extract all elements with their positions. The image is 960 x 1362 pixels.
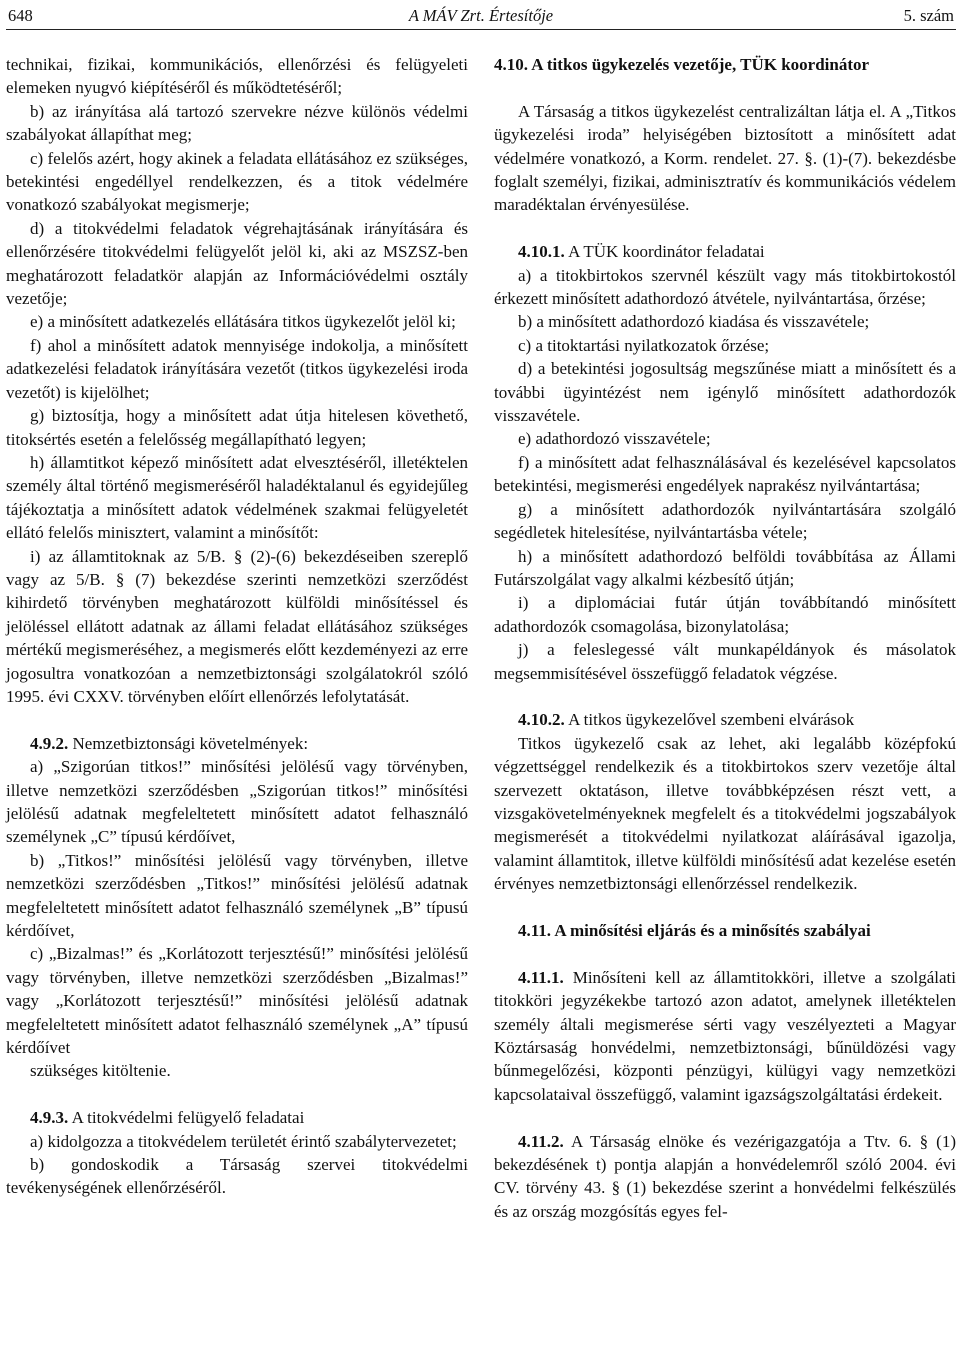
numbered-paragraph — [494, 966, 956, 1106]
paragraph: d) a titokvédelmi feladatok végrehajtásának irányítására és ellenőrzésére titokvédelmi felügyelőt jelöl ki, aki az MSZSZ-ben meghatározott feladatkör alapján az Információvédelmi osztály vezetője; — [6, 218, 468, 309]
numbered-paragraph — [494, 240, 956, 263]
paragraph: j) a feleslegessé vált munkapéldányok és másolatok megsemmisítésével összefüggő feladatok végzése. — [494, 640, 956, 683]
paragraph-number: 4.10.1. — [518, 242, 565, 262]
paragraph-text: A titkos ügykezelővel szembeni elvárások — [568, 710, 855, 730]
section-heading: 4.11. A minősítési eljárás és a minősítés szabályai — [518, 920, 871, 940]
paragraph-spacer — [494, 896, 956, 919]
paragraph-spacer — [6, 708, 468, 731]
paragraph: g) a minősített adathordozók nyilvántartására szolgáló segédletek hitelesítése, nyilvántartásba vétele; — [494, 499, 956, 543]
paragraph: h) a minősített adathordozó belföldi továbbítása az Állami Futárszolgálat vagy alkalmi kézbesítő útján; — [494, 546, 956, 589]
paragraph-spacer — [494, 217, 956, 240]
paragraph-spacer — [494, 1106, 956, 1129]
paragraph-spacer — [494, 685, 956, 708]
paragraph: b) a minősített adathordozó kiadása és visszavétele; — [518, 312, 870, 332]
paragraph: b) „Titkos!” minősítési jelölésű vagy törvényben, illetve nemzetközi szerződésben „Titkos!” minősítési jelölésű adatnak megfeleltetett minősített adatot felhasználó személynek „B” típusú kérdőívet, — [6, 850, 468, 941]
paragraph-text: A TÜK koordinátor feladatai — [568, 242, 765, 262]
paragraph: f) ahol a minősített adatok mennyisége indokolja, a minősített adatkezelési feladatok irányítására vezetőt (titkos ügykezelési iroda vezetőt) is kijelölhet; — [6, 335, 468, 402]
paragraph-number: 4.9.2. — [30, 733, 69, 753]
paragraph: b) az irányítása alá tartozó szervekre nézve különös védelmi szabályokat állapíthat meg; — [6, 101, 468, 145]
paragraph: c) a titoktartási nyilatkozatok őrzése; — [518, 335, 770, 355]
right-column — [494, 53, 956, 1223]
paragraph: e) adathordozó visszavétele; — [518, 429, 711, 449]
journal-title: A MÁV Zrt. Értesítője — [408, 6, 554, 25]
paragraph: a) kidolgozza a titokvédelem területét érintő szabálytervezetet; — [30, 1131, 457, 1151]
left-column — [6, 53, 468, 1200]
paragraph-spacer — [6, 1083, 468, 1106]
paragraph: g) biztosítja, hogy a minősített adat útja hitelesen követhető, titoksértés esetén a felelősség megállapítható legyen; — [6, 406, 468, 449]
paragraph-spacer — [494, 942, 956, 965]
paragraph: e) a minősített adatkezelés ellátására titkos ügykezelőt jelöl ki; — [30, 312, 456, 332]
paragraph: a) a titokbirtokos szervnél készült vagy más titokbirtokostól érkezett minősített adathordozó átvétele, nyilvántartása, őrzése; — [494, 265, 956, 309]
paragraph-text: Minősíteni kell az államtitokköri, illetve a szolgálati titokköri jegyzékekbe tartozó azon adatot, amelynek illetéktelen személy általi megismerése sérti vagy veszélyezteti a Magyar Köztársaság honvédelmi, nemzetbiztonsági, bűnüldözési vagy bűnmegelőzési, központi pénzügyi, külügyi vagy nemzetközi kapcsolataival összefüggő, valamint igazságszolgáltatási érdekeit. — [494, 967, 956, 1104]
paragraph-spacer — [494, 76, 956, 99]
paragraph-number: 4.10.2. — [518, 710, 565, 730]
issue-number: 5. szám — [903, 6, 954, 25]
paragraph-text: A titokvédelmi felügyelő feladatai — [71, 1108, 305, 1128]
paragraph: i) az államtitoknak az 5/B. § (2)-(6) bekezdéseiben szereplő vagy az 5/B. § (7) bekezdése szerinti nemzetközi szerződést kihirdető törvényben meghatározott külföldi minősítéssel és jelöléssel ellátott adatnak az állami feladat ellátásához szükséges mértékű megismeréséhez, a megismerés előtt kezdeményezi az erre jogosultra vonatkozóan a nemzetbiztonsági szolgálatokról szóló 1995. évi CXXV. törvényben előírt ellenőrzés lefolytatását. — [6, 546, 468, 706]
numbered-paragraph — [6, 732, 468, 755]
page-number: 648 — [8, 6, 33, 25]
paragraph: technikai, fizikai, kommunikációs, ellenőrzési és felügyeleti elemeken nyugvó kiépítéséről és működtetéséről; — [6, 55, 468, 98]
paragraph-number: 4.11.2. — [518, 1131, 564, 1151]
paragraph: A Társaság a titkos ügykezelést centralizáltan látja el. A „Titkos ügykezelési iroda” helyiségében biztosított a minősített adat védelmére vonatkozó, a Korm. rendelet. 27. §. (1)-(7). bekezdésbe foglalt személyi, fizikai, adminisztratív és kommunikációs védelem maradéktalan érvényesülése. — [494, 101, 956, 215]
paragraph: i) a diplomáciai futár útján továbbítandó minősített adathordozók csomagolása, bizonylatolása; — [494, 593, 956, 636]
paragraph: c) felelős azért, hogy akinek a feladata ellátásához ez szükséges, betekintési engedéllyel rendelkezzen, és a titok védelmére vonatkozó szabályokat megismerje; — [6, 148, 468, 215]
paragraph: b) gondoskodik a Társaság szervei titokvédelmi tevékenységének ellenőrzéséről. — [6, 1155, 468, 1198]
section-heading: 4.10. A titkos ügykezelés vezetője, TÜK koordinátor — [494, 55, 870, 74]
paragraph: h) államtitkot képező minősített adat elvesztéséről, illetéktelen személy által történő megismeréséről haladéktalanul és egyidejűleg tájékoztatja a minősített adatok védelmének szakmai felügyeletét ellátó felelős minisztert, valamint a minősítőt: — [6, 452, 468, 543]
paragraph: f) a minősített adat felhasználásával és kezelésével kapcsolatos betekintési, megismerési engedélyek naprakész nyilvántartása; — [494, 452, 956, 496]
paragraph: a) „Szigorúan titkos!” minősítési jelölésű vagy törvényben, illetve nemzetközi szerződésben „Szigorúan titkos!” minősítési jelölésű adatnak megfeleltetett minősített adatot felhasználó személynek „C” típusú kérdőívet, — [6, 757, 468, 847]
paragraph-number: 4.11.1. — [518, 967, 564, 987]
paragraph: c) „Bizalmas!” és „Korlátozott terjesztésű!” minősítési jelölésű vagy törvényben, illetve nemzetközi szerződésben „Bizalmas!” vagy „Korlátozott terjesztésű!” minősítési jelölésű adatnak megfeleltetett minősített adatot felhasználó személynek „A” típusú kérdőívet — [6, 944, 468, 1058]
numbered-paragraph — [6, 1106, 468, 1129]
numbered-paragraph — [494, 708, 956, 731]
paragraph: Titkos ügykezelő csak az lehet, aki legalább középfokú végzettséggel rendelkezik és a titokbirtokos szerv vezetője által szervezett oktatáson, illetve továbbképzésen részt vett, a vizsgakövetelményeknek megfelelt és a titokvédelmi jogszabályok megismerését a titokvédelmi nyilatkozat aláírásával igazolja, valamint államtitok, illetve külföldi minősítésű adat kezelése esetén érvényes nemzetbiztonsági ellenőrzéssel rendelkezik. — [494, 733, 956, 894]
paragraph-number: 4.9.3. — [30, 1108, 69, 1128]
page-header — [8, 6, 954, 28]
paragraph: szükséges kitöltenie. — [30, 1061, 171, 1081]
paragraph-text: A Társaság elnöke és vezérigazgatója a Ttv. 6. § (1) bekezdésének t) pontja alapján a honvédelemről szóló 2004. évi CV. törvény 43. § (1) bekezdése szerint a honvédelmi felkészülés és az ország mozgósítás egyes fel- — [494, 1131, 957, 1221]
paragraph: d) a betekintési jogosultság megszűnése miatt a minősített és a további ügyintézést nem igénylő minősített adathordozók visszavétele. — [494, 359, 956, 426]
paragraph-text: Nemzetbiztonsági követelmények: — [72, 733, 309, 753]
numbered-paragraph — [494, 1130, 956, 1224]
header-rule — [6, 29, 956, 30]
